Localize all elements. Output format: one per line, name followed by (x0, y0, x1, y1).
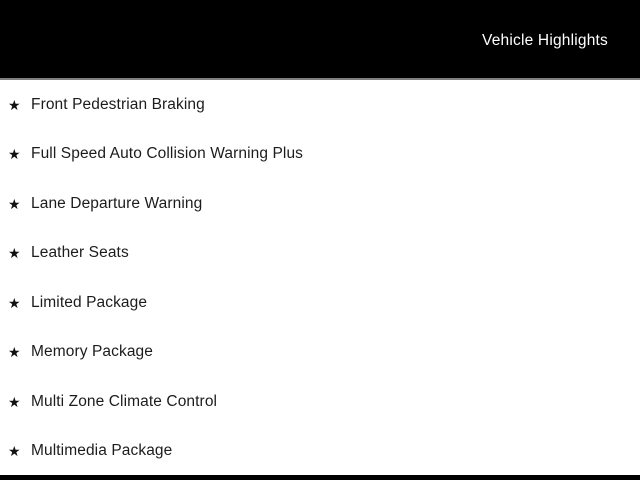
header-bar (0, 0, 640, 80)
highlights-list (0, 80, 640, 476)
list-item (0, 427, 640, 477)
star-icon: ★ (8, 443, 21, 460)
star-icon: ★ (8, 245, 21, 262)
list-item-label: Limited Package (31, 293, 148, 311)
list-item-label: Lane Departure Warning (31, 194, 203, 212)
list-item (0, 278, 640, 328)
star-icon: ★ (8, 96, 21, 113)
star-icon: ★ (8, 393, 21, 410)
list-item (0, 179, 640, 229)
star-icon: ★ (8, 195, 21, 212)
list-item (0, 377, 640, 427)
star-icon: ★ (8, 146, 21, 163)
list-item-label: Full Speed Auto Collision Warning Plus (31, 145, 304, 163)
list-item-label: Memory Package (31, 343, 154, 361)
list-item (0, 130, 640, 180)
list-item (0, 80, 640, 130)
star-icon: ★ (8, 344, 21, 361)
list-item (0, 229, 640, 279)
list-item-label: Multimedia Package (31, 442, 173, 460)
page-title: Vehicle Highlights (482, 32, 608, 49)
list-item-label: Multi Zone Climate Control (31, 392, 218, 410)
star-icon: ★ (8, 294, 21, 311)
list-item-label: Leather Seats (31, 244, 129, 262)
list-item-label: Front Pedestrian Braking (31, 95, 205, 113)
footer-bar (0, 475, 640, 480)
list-item (0, 328, 640, 378)
